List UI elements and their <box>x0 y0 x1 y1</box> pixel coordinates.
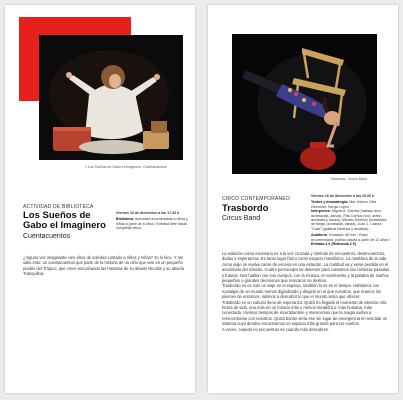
cast-text: Miguel A. Garrido (trabajo circo acrobacias, danza), Rita Corrius (voz, actriz, acróbata y danza), Alfonso Jiménez (malabares de fuego, acrobacia, danza), Juan J. Calcea "Calsi" (guitarra eléctrica y acústica) <box>311 209 387 231</box>
price-text: Entrada 4 € (Reducida 2 €) <box>311 242 356 247</box>
event-subtitle: Circus Band <box>222 215 261 222</box>
event-category: CIRCO CONTEMPORÁNEO <box>222 196 290 202</box>
event-category: ACTIVIDAD DE BIBLIOTECA <box>23 204 94 210</box>
gabo-storyteller-photo <box>39 35 183 160</box>
photo-caption: « Los Sueños de Gabo el Imaginero. Cuentacuentos <box>85 165 167 169</box>
event-date: Viernes 16 de diciembre a las 20.00 h <box>311 194 375 198</box>
event-description <box>222 251 392 332</box>
event-subtitle: Cuentacuentos <box>23 233 71 240</box>
event-meta <box>311 194 391 246</box>
right-page <box>208 5 398 393</box>
description-paragraph-1: La estación como escenario es a la vez cruzada y símbolo de encuentros, desencuentros, dudas y esperanzas. Es tanto lugar físico como espacio metafórico. La metáfora de la vida como viaje se vuelve carne de escena en una estación. La multitud va y viene perdida en el anonimato del tránsito. Cuatro personajes se detienen para contarnos sus historias pasadas y futuras. Nos hablan con sus cuerpos, con la música, el movimiento y la palabra de sueños pequeños o grandes decisiones que marcaron su destino. <box>222 251 390 284</box>
venue-label: Biblioteca. <box>116 217 135 222</box>
event-description <box>23 255 185 277</box>
title-line-2: Gabo el Imaginero <box>23 220 106 231</box>
photo-caption: Trasbordo. Circus Band <box>330 177 367 181</box>
event-venue <box>116 217 188 230</box>
title-line-1: Los Sueños de <box>23 210 91 221</box>
event-duration <box>311 233 391 246</box>
description-paragraph-4: A veces, cuando no encuentras es cuando más descubres. <box>222 326 330 332</box>
description-paragraph-3: Trasbordo es un suburio lleno de esperanza. Quizá ha llegado el momento de abrazar otra forma de vida, una más en un horario más o menos metafórico: más humana, más conectada. Vivimos tiempos de incertidumbre y merecemos que la magia vuelva a reencontrarse con nosotros. Quizá bonito sería ese sin lugar de emergencia en rescatar un sistema cuyo destino encontramos un espacio más grande para los sueños. <box>222 299 388 327</box>
credits-text: Mar Gómez Glez Dirección: Sergio López <box>311 200 377 209</box>
event-credits <box>311 200 391 209</box>
event-date: Viernes 16 de diciembre a las 17.30 h <box>116 211 180 215</box>
credits-label: Textos y dramaturgia: <box>311 200 349 205</box>
description-paragraph: ¿Alguna vez imaginaste cien años de soledad contado a niños y niñas? Yo lo hice. Y me salió esto: un cuentacuentos que parte de la historia de un niño que vive en un pequeño pueblo del Trópico, que crece escuchando las historias de su abuelo Nicolás y su abuela Tranquilina. <box>23 255 184 277</box>
event-title <box>23 211 113 231</box>
duration-label: Auditorio. <box>311 233 328 238</box>
event-title: Trasbordo <box>222 203 269 214</box>
venue-text: Actividad recomendada a niños y niñas a partir de 6 años / Entrada libre hasta completar aforo <box>116 217 188 231</box>
event-cast <box>311 209 391 231</box>
cast-label: Intérpretes: <box>311 209 331 214</box>
left-page <box>5 5 195 393</box>
description-paragraph-2: Trasbordo no es solo un viaje en el espacio, también lo es en el tiempo. Hablamos con nostalgia de un mundo menos digitalizado y dirigido en el que nosotros, que éramos los jóvenes de entonces, salimos a descubrir lo que el mundo tenía que ofrecer. <box>222 283 382 300</box>
event-meta <box>116 211 188 231</box>
duration-text: Duración: 60 min / Edad recomendada: público adulto a partir de 12 años / <box>311 233 391 242</box>
trasbordo-acrobat-photo <box>232 34 377 174</box>
